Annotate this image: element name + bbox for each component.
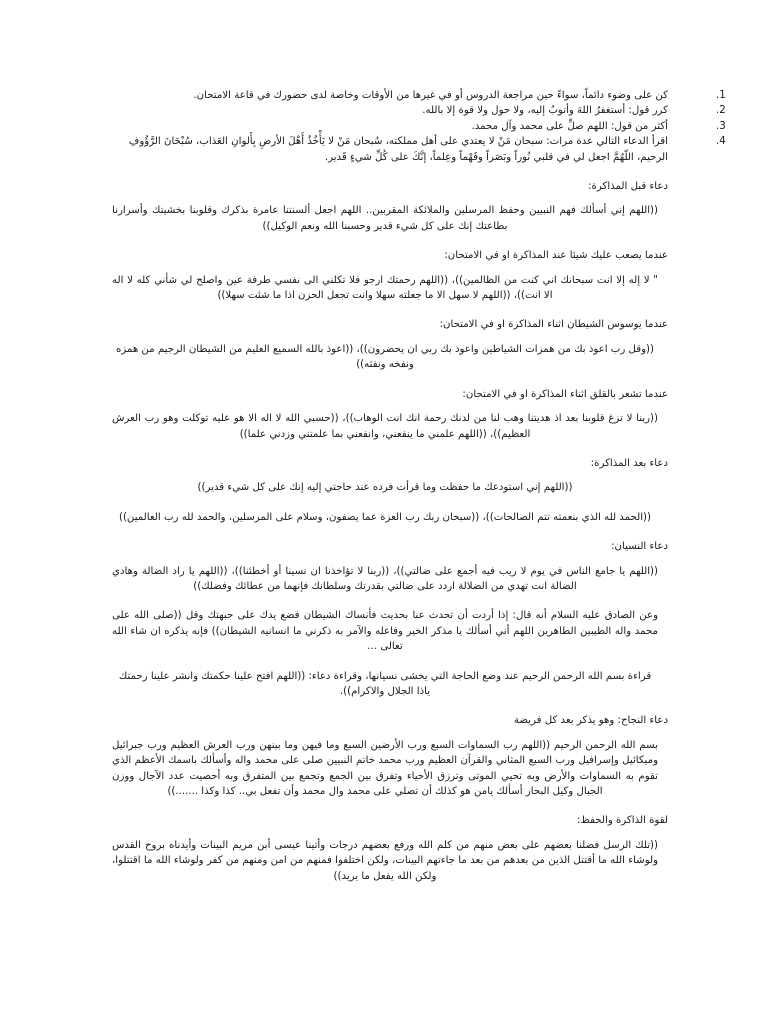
- prayer-text: ((اللهم إني أسألك فهم النبيين وحفظ المرسلين والملائكة المقربين.. اللهم اجعل ألسنتنا عامرة بذكرك وقلوبنا بخشيتك وأسرارنا بطاعتك إنك على كل شيء قدير وحسبنا الله ونعم الوكيل)): [112, 205, 658, 232]
- prayer-section: [112, 387, 668, 442]
- prayer-section: [112, 248, 668, 303]
- tip-item: [112, 88, 726, 103]
- section-heading: دعاء النجاح: وهو يذكر بعد كل فريضة: [513, 715, 668, 727]
- prayer-text: ((وقل رب اعوذ بك من همزات الشياطين واعوذ بك ربي ان يحضرون))، ((اعوذ بالله السميع العليم من الشيطان الرجيم من همزه ونفخه ونفثه)): [115, 343, 655, 371]
- sections-container: [112, 179, 668, 884]
- prayer-text: بسم الله الرحمن الرحيم ((اللهم رب السماوات السبع ورب الأرضين السبع وما فيهن وما بينهن ورب العرش العظيم ورب جبرائيل وميكائيل وإسرافيل ورب السبع المثاني والقرآن العظيم ورب محمد خاتم النبيين صلى على محمد واله وأسألك باسمك الأعظم الذي تقوم به السماوات والأرض وبه تحيي الموتى وترزق الأحياء وتفرق بين الجمع وتجمع بين المتفرق وبه أحصيت عدد الآجال ووزن الجبال وكيل البحار أسألك يامن هو كذلك أن تصلي على محمد وال محمد وأن تفعل بي.. كذا وكذا .......)): [112, 739, 658, 797]
- tip-item: [112, 119, 726, 134]
- tip-number: .2: [716, 105, 726, 117]
- prayer-section: [112, 456, 668, 525]
- tips-list: [112, 88, 726, 165]
- tip-text: كن على وضوء دائماً، سواءً حين مراجعة الدروس أو في غيرها من الأوقات وخاصة لدى حضورك في قاعة الامتحان.: [193, 90, 668, 101]
- section-heading: عندما يوسوس الشيطان اثناء المذاكرة او في الامتحان:: [439, 319, 668, 331]
- tip-number: .4: [716, 136, 726, 148]
- section-heading: عندما يصعب عليك شيئا عند المذاكرة او في الامتحان:: [444, 250, 668, 262]
- tip-number: .3: [716, 120, 726, 132]
- section-heading: دعاء قبل المذاكرة:: [588, 181, 668, 193]
- document-body: [112, 88, 726, 898]
- prayer-section: [112, 713, 668, 799]
- tip-item: [112, 134, 726, 165]
- prayer-section: [112, 813, 668, 884]
- section-heading: عندما تشعر بالقلق اثناء المذاكرة او في الامتحان:: [462, 388, 668, 400]
- prayer-section: [112, 539, 668, 699]
- section-heading: لقوة الذاكرة والحفظ:: [577, 815, 668, 827]
- tip-text: اقرأ الدعاء التالي عدة مرات: سبحان مَنْ لا يعتدي على أهل مملكته، سُبحان مَنْ لا يَأْخُذُ أَهْلَ الأرضِ بِأَلوانِ العَذاب، سُبْحَانَ الرَّؤُوفِ الرحيم، اللّهُمَّ اجعل لي في قلبي نُوراً وبَصَراً وفَهْماً وعِلماً، إنَّكَ على كُلِّ شيءٍ قَدير.: [128, 136, 668, 163]
- prayer-section: [112, 179, 668, 234]
- prayer-text: ((اللهم إني استودعك ما حفظت وما قرأت فرده عند حاجتي إليه إنك على كل شيء قدير)): [197, 482, 573, 494]
- prayer-text: ((تلك الرسل فضلنا بعضهم على بعض منهم من كلم الله ورفع بعضهم درجات وأتينا عيسى أبن مريم البينات وأيدناه بروح القدس ولوشاء الله ما أقتتل الذين من بعدهم من بعد ما جاءتهم البينات، ولكن اختلفوا فمنهم من امن ومنهم من كفر ولوشاء الله ما اقتتلوا، ولكن الله يفعل ما يريد)): [112, 839, 658, 882]
- section-heading: دعاء النسيان:: [611, 541, 668, 553]
- tip-item: [112, 103, 726, 118]
- prayer-section: [112, 317, 668, 372]
- section-heading: دعاء بعد المذاكرة:: [590, 457, 668, 469]
- prayer-text: " لا إله إلا انت سبحانك اني كنت من الظالمين))، ((اللهم رحمتك ارجو فلا تكلني الى نفسي طرفة عين واصلح لي شأني كله لا اله الا انت))، ((اللهم لا سهل الا ما جعلته سهلا وانت تجعل الحزن اذا ما شئت سهلا)): [112, 274, 658, 302]
- tip-text: أكثر من قول: اللهم صلِّ على محمد وآل محمد.: [471, 120, 668, 132]
- prayer-text: ((اللهم يا جامع الناس في يوم لا ريب فيه أجمع على ضالتي))، ((ربنا لا تؤاخذنا ان نسينا أو أخطئنا))، ((اللهم يا راد الضالة وهادي الضالة انت تهدي من الضلالة اردد على ضالتي بقدرتك وسلطانك فإنهما من عطائك وفضلك)): [112, 565, 658, 592]
- tip-number: .1: [716, 90, 726, 101]
- prayer-text: قراءة بسم الله الرحمن الرحيم عند وضع الحاجة التي يخشى نسيانها، وقراءة دعاء: ((اللهم افتح علينا حكمتك وانشر علينا رحمتك ياذا الجلال والاكرام)).: [118, 670, 652, 697]
- tip-text: كرر قول: أستغفرُ اللهَ وأتوبُ إليه، ولا حول ولا قوة إلا بالله.: [422, 105, 668, 117]
- prayer-text: ((ربنا لا تزغ قلوبنا بعد اذ هديتنا وهب لنا من لدنك رحمة انك انت الوهاب))، ((حسبي الله لا اله الا هو عليه توكلت وهو رب العرش العظيم))، ((اللهم علمني ما ينفعني، وانفعني بما علمتني وزدني علما)): [112, 413, 658, 440]
- prayer-text: وعن الصادق عليه السلام أنه قال: إذا أردت أن تحدث عنا بحديث فأنساك الشيطان فضع يدك على جبهتك وقل ((صلى الله على محمد واله الطيبين الطاهرين اللهم أني أسألك يا مذكر الخير وفاعله والآمر به ذكرني ما انسانيه الشيطان)) فإنه يذكره ان شاء الله تعالى ...: [112, 610, 658, 653]
- prayer-text: ((الحمد لله الذي بنعمته تتم الصالحات))، ((سبحان ربك رب العزة عما يصفون، وسلام على المرسلين، والحمد لله رب العالمين)): [118, 511, 651, 523]
